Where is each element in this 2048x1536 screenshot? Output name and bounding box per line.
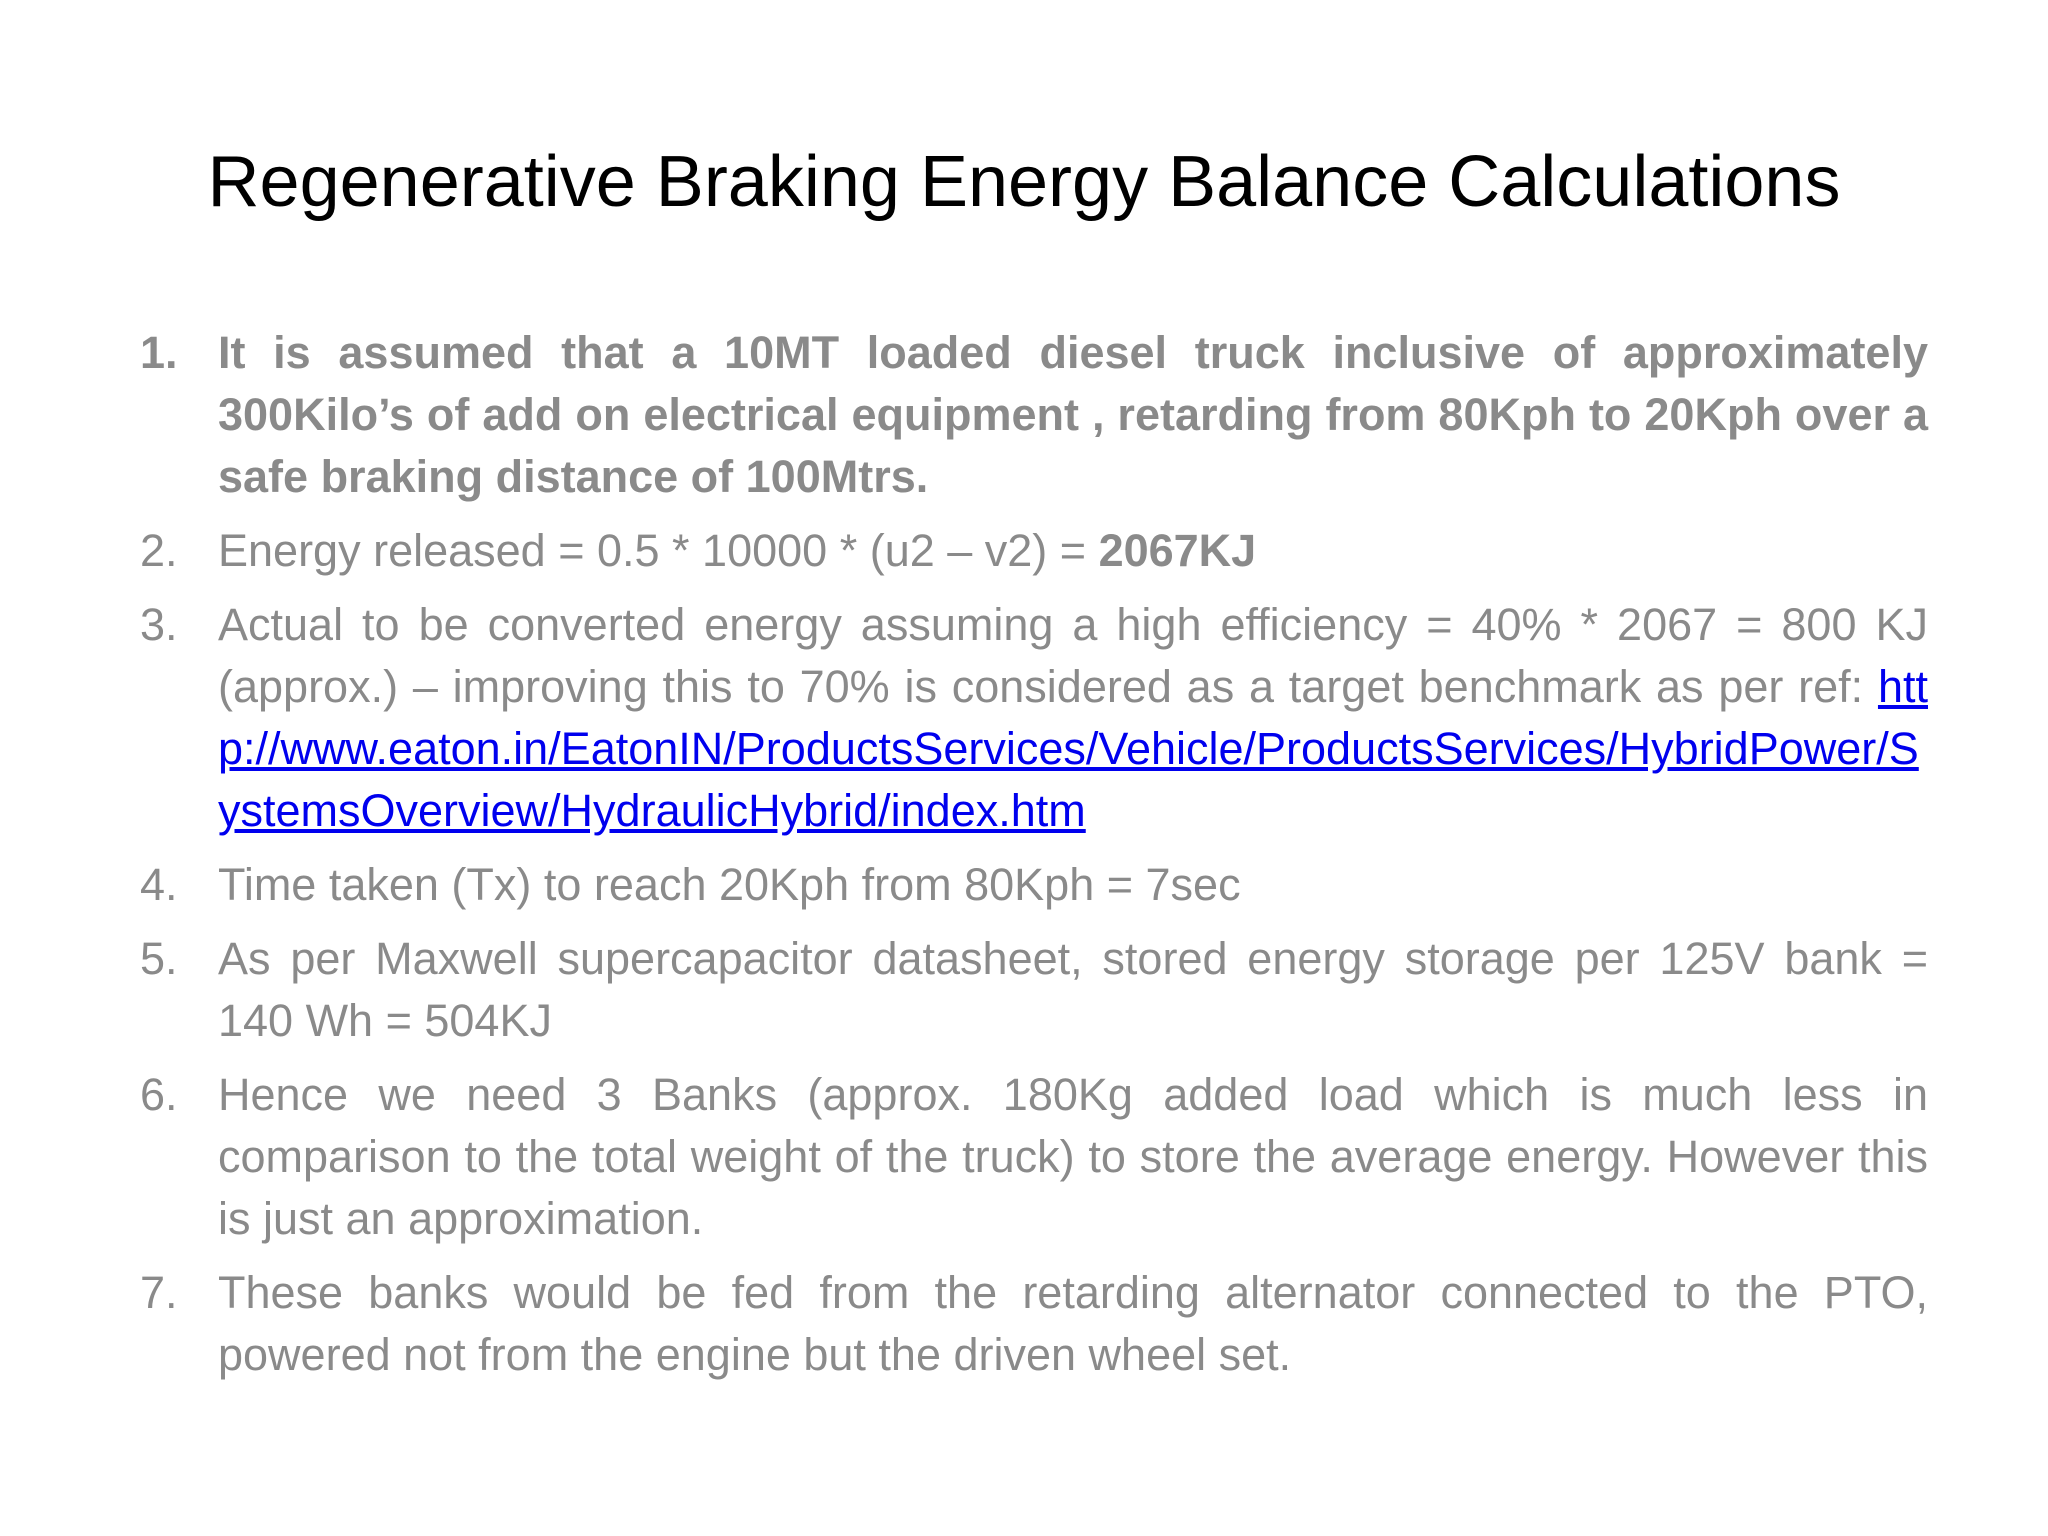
- list-item-number: 4.: [140, 859, 178, 910]
- list-item: [140, 928, 1928, 1052]
- list-item-text: These banks would be fed from the retarding alternator connected to the PTO, powered not from the engine but the driven wheel set.: [218, 1267, 1928, 1380]
- list-item-text: Hence we need 3 Banks (approx. 180Kg added load which is much less in comparison to the total weight of the truck) to store the average energy. However this is just an approximation.: [218, 1069, 1928, 1244]
- list-item: [140, 594, 1928, 842]
- list-item: [140, 1064, 1928, 1250]
- list-item-text: Energy released = 0.5 * 10000 * (u2 – v2) =: [218, 525, 1099, 576]
- list-item-text: Actual to be converted energy assuming a high efficiency = 40% * 2067 = 800 KJ (approx.) – improving this to 70% is considered as a target benchmark as per ref:: [218, 599, 1928, 712]
- list-item-number: 3.: [140, 599, 178, 650]
- list-item: [140, 520, 1928, 582]
- list-item-text: As per Maxwell supercapacitor datasheet, stored energy storage per 125V bank = 140 Wh = 504KJ: [218, 933, 1928, 1046]
- list-item-number: 5.: [140, 933, 178, 984]
- energy-result: 2067KJ: [1098, 525, 1257, 576]
- list-item-number: 1.: [140, 327, 178, 378]
- list-item: [140, 854, 1928, 916]
- list-item-number: 7.: [140, 1267, 178, 1318]
- list-item: [140, 1262, 1928, 1386]
- list-item-number: 6.: [140, 1069, 178, 1120]
- slide-title: Regenerative Braking Energy Balance Calculations: [207, 142, 1841, 222]
- list-item: [140, 322, 1928, 508]
- list-item-number: 2.: [140, 525, 178, 576]
- list-item-text: Time taken (Tx) to reach 20Kph from 80Kph = 7sec: [218, 859, 1241, 910]
- list-item-text: It is assumed that a 10MT loaded diesel truck inclusive of approximately 300Kilo’s of add on electrical equipment , retarding from 80Kph to 20Kph over a safe braking distance of 100Mtrs.: [218, 327, 1928, 502]
- calculation-list: [140, 322, 1928, 1398]
- eaton-reference-link[interactable]: http://www.eaton.in/EatonIN/ProductsServices/Vehicle/ProductsServices/HybridPower/SystemsOverview/HydraulicHybrid/index.htm: [218, 661, 1928, 836]
